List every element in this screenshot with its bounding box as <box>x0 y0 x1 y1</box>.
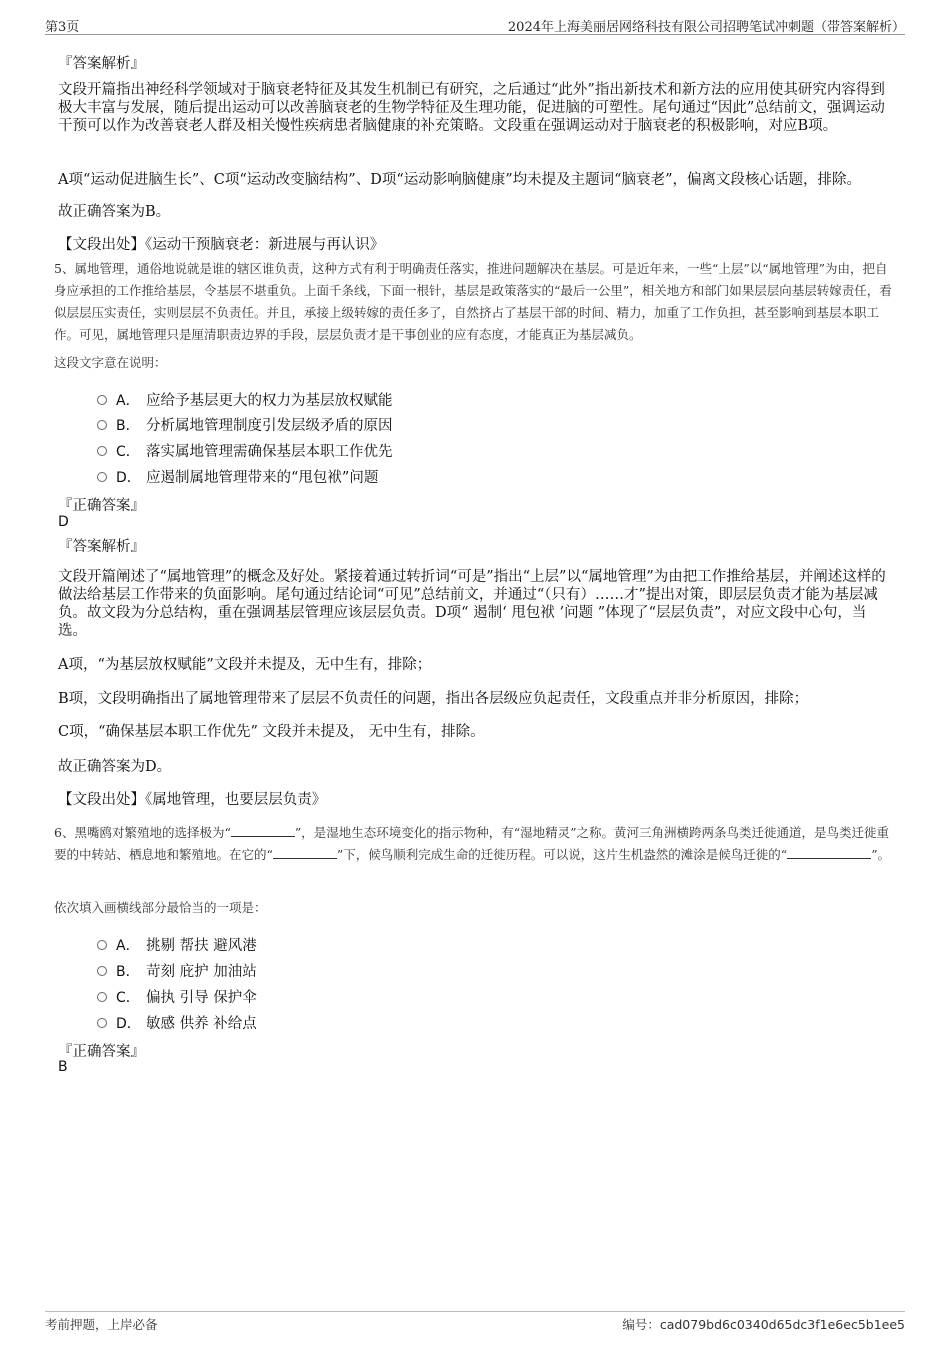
q6-option-a[interactable]: A． 挑剔 帮扶 避风港 <box>97 934 257 954</box>
page-footer <box>45 1311 905 1334</box>
q6-option-b[interactable]: B． 苛刻 庇护 加油站 <box>97 960 257 980</box>
q5-analysis-paragraph-5: 故正确答案为D。 <box>58 759 172 775</box>
q5-stem: 5、属地管理，通俗地说就是谁的辖区谁负责，这种方式有利于明确责任落实，推进问题解决在基层。可是近年来，一些“上层”以“属地管理”为由，把自身应承担的工作推给基层，令基层不堪重负。上面千条线，下面一根针，基层是政策落实的“最后一公里”，相关地方和部门如果层层向基层转嫁责任，看似层层压实责任，实则层层不负责任。并且，承接上级转嫁的责任多了，自然挤占了基层干部的时间、精力，加重了工作负担，甚至影响到基层本职工作。可见，属地管理只是厘清职责边界的手段，层层负责才是干事创业的应有态度，才能真正为基层减负。 <box>54 261 892 342</box>
q5-analysis-paragraph-1: 文段开篇阐述了“属地管理”的概念及好处。紧接着通过转折词“可是”指出“上层”以“属地管理”为由把工作推给基层，并阐述这样的做法给基层工作带来的负面影响。尾句通过结论词“可见”总结前文，并通过“（只有）……才”提出对策，即层层负责才能为基层减负。故文段为分总结构，重在强调基层管理应该层层负责。D项“ 遏制‘ 甩包袱 ’问题 ”体现了“层层负责”，对应文段中心句，当选。 <box>58 569 886 639</box>
radio-icon[interactable] <box>97 472 107 482</box>
q4-analysis-paragraph-1: 文段开篇指出神经科学领域对于脑衰老特征及其发生机制已有研究，之后通过“此外”指出新技术和新方法的应用使其研究内容得到极大丰富与发展，随后提出运动可以改善脑衰老的生物学特征及生理功能，促进脑的可塑性。尾句通过“因此”总结前文，强调运动干预可以作为改善衰老人群及相关慢性疾病患者脑健康的补充策略。文段重在强调运动对于脑衰老的积极影响，对应B项。 <box>58 82 885 134</box>
radio-icon[interactable] <box>97 966 107 976</box>
q5-correct-answer: D <box>58 514 69 530</box>
fill-blank-3 <box>787 846 871 859</box>
q5-analysis-paragraph-3: B项，文段明确指出了属地管理带来了层层不负责任的问题，指出各层级应负起责任，文段重点并非分析原因，排除； <box>58 691 809 707</box>
q4-analysis-label: 『答案解析』 <box>58 56 145 72</box>
q4-analysis-paragraph-3: 故正确答案为B。 <box>58 204 171 220</box>
radio-icon[interactable] <box>97 420 107 430</box>
q5-analysis-paragraph-4: C项，“确保基层本职工作优先” 文段并未提及， 无中生有，排除。 <box>58 724 485 740</box>
q5-analysis-paragraph-2: A项，“为基层放权赋能”文段并未提及，无中生有，排除； <box>58 657 432 673</box>
q5-correct-label: 『正确答案』 <box>58 498 145 514</box>
fill-blank-2 <box>273 846 337 859</box>
radio-icon[interactable] <box>97 1018 107 1028</box>
q5-question: 这段文字意在说明： <box>54 355 167 370</box>
q6-correct-label: 『正确答案』 <box>58 1044 145 1060</box>
q4-analysis-paragraph-2: A项“运动促进脑生长”、C项“运动改变脑结构”、D项“运动影响脑健康”均未提及主题词“脑衰老”，偏离文段核心话题，排除。 <box>58 172 861 188</box>
footer-slogan: 考前押题，上岸必备 <box>45 1317 158 1332</box>
fill-blank-1 <box>231 824 295 837</box>
q5-option-a[interactable]: A． 应给予基层更大的权力为基层放权赋能 <box>97 389 393 409</box>
q5-source: 【文段出处】《属地管理，也要层层负责》 <box>58 792 327 808</box>
radio-icon[interactable] <box>97 395 107 405</box>
q5-option-c[interactable]: C． 落实属地管理需确保基层本职工作优先 <box>97 440 393 460</box>
q6-option-c[interactable]: C． 偏执 引导 保护伞 <box>97 986 257 1006</box>
page-header <box>45 14 905 35</box>
q5-analysis-label: 『答案解析』 <box>58 539 145 555</box>
q4-source: 【文段出处】《运动干预脑衰老：新进展与再认识》 <box>58 237 385 253</box>
q6-option-d[interactable]: D． 敏感 供养 补给点 <box>97 1012 257 1032</box>
q5-option-b[interactable]: B． 分析属地管理制度引发层级矛盾的原因 <box>97 414 393 434</box>
q6-question: 依次填入画横线部分最恰当的一项是： <box>54 900 267 915</box>
radio-icon[interactable] <box>97 940 107 950</box>
page-number: 第3页 <box>45 20 80 35</box>
q6-stem: 6、黑嘴鸥对繁殖地的选择极为“ ”，是湿地生态环境变化的指示物种，有“湿地精灵”之称。黄河三角洲横跨两条鸟类迁徙通道，是鸟类迁徙重要的中转站、栖息地和繁殖地。在它的“ ”下，候鸟顺利完成生命的迁徙历程。可以说，这片生机盎然的滩涂是候鸟迁徙的“ ”。 <box>54 825 891 862</box>
document-title: 2024年上海美丽居网络科技有限公司招聘笔试冲刺题（带答案解析） <box>507 20 905 35</box>
q5-option-d[interactable]: D． 应遏制属地管理带来的“甩包袱”问题 <box>97 466 378 486</box>
document-code: 编号：cad079bd6c0340d65dc3f1e6ec5b1ee5 <box>622 1317 905 1332</box>
radio-icon[interactable] <box>97 992 107 1002</box>
q6-correct-answer: B <box>58 1059 68 1075</box>
radio-icon[interactable] <box>97 446 107 456</box>
